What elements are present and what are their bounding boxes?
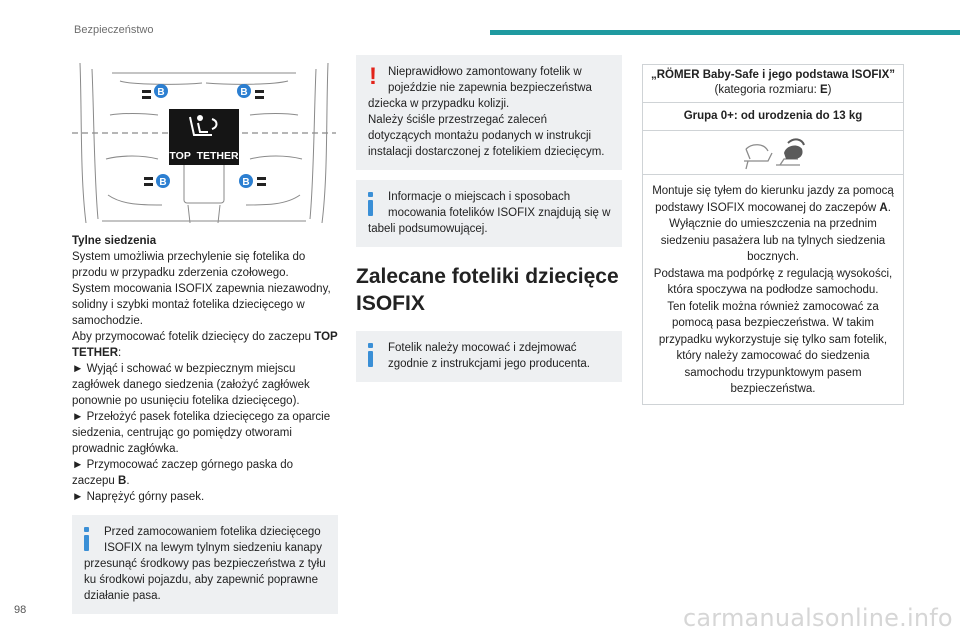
anchor-b-top-right — [237, 84, 264, 99]
svg-text:TOP TETHER — [169, 150, 239, 162]
info-text-rest: przesunąć środkowy pas bezpieczeństwa z tyłu ku środkowi pojazdu, aby zapewnić poprawne działanie pasa. — [84, 558, 326, 602]
text-run: . — [126, 475, 130, 487]
anchor-label: B — [159, 177, 167, 188]
watermark: carmanualsonline.info — [683, 604, 953, 632]
card-category — [649, 83, 897, 98]
anchor-b-top-left — [142, 84, 168, 99]
info-box-manufacturer — [356, 331, 622, 382]
anchor-b-bottom-right — [239, 174, 266, 188]
rear-seats-paragraph-3 — [72, 329, 338, 361]
card-description — [643, 175, 903, 404]
column-right — [642, 55, 904, 405]
anchor-label: B — [240, 87, 248, 98]
card-desc-3: Podstawa ma podpórkę z regulacją wysokości, która spoczywa na podłodze samochodu. — [653, 267, 893, 296]
badge-word-bottom: TETHER — [196, 150, 239, 162]
card-desc-4: Ten fotelik można również zamocować za pomocą pasa bezpieczeństwa. W takim przypadku wykorzystuje się tylko sam fotelik, który należy zamocować do siedzenia samochodu trzypunktowym pasem bezpieczeństwa. — [658, 300, 888, 395]
step-4: ► Naprężyć górny pasek. — [72, 491, 205, 503]
step-1: ► Wyjąć i schować w bezpiecznym miejscu zagłówek danego siedzenia (założyć zagłówek ponownie po usunięciu fotelika dziecięcego). — [72, 363, 310, 407]
column-left — [72, 55, 338, 614]
info-icon — [368, 343, 373, 368]
info-icon — [84, 527, 89, 552]
warning-box — [356, 55, 622, 170]
rear-seat-anchor-diagram — [72, 55, 336, 227]
text-run-bold: E — [819, 84, 828, 96]
rear-seats-paragraph-1: System umożliwia przechylenie się fotelika do przodu w przypadku zderzenia czołowego. — [72, 251, 306, 279]
anchor-label: B — [242, 177, 250, 188]
info-box-summary-table — [356, 180, 622, 247]
top-tether-badge — [169, 109, 239, 165]
step-2: ► Przełożyć pasek fotelika dziecięcego za oparcie siedzenia, centrując go pomiędzy otworami prowadnic zagłówka. — [72, 411, 331, 455]
text-run: ► Przymocować zaczep górnego paska do zaczepu — [72, 459, 294, 487]
text-run-bold: B — [118, 475, 127, 487]
info-box-center-belt — [72, 515, 338, 614]
header-accent-bar — [490, 30, 960, 35]
text-run: ) — [827, 84, 832, 96]
child-seat-card — [642, 64, 904, 405]
anchor-b-bottom-left — [144, 174, 170, 188]
card-seat-image-row — [643, 131, 903, 175]
card-group: Grupa 0+: od urodzenia do 13 kg — [643, 103, 903, 131]
section-title: Bezpieczeństwo — [74, 24, 154, 36]
column-middle — [356, 55, 622, 382]
info-text-rest: tabeli podsumowującej. — [368, 223, 488, 235]
anchor-label: B — [157, 87, 165, 98]
text-run: Montuje się tyłem do kierunku jazdy za pomocą podstawy ISOFIX mocowanej do zaczepów — [652, 185, 894, 214]
text-run: . — [887, 201, 891, 214]
card-desc-1 — [649, 183, 897, 216]
step-3 — [72, 457, 338, 489]
warning-text-2: Należy ściśle przestrzegać zaleceń dotyczących montażu podanych w instrukcji instalacji dostarczonej z fotelikiem dziecięcym. — [368, 114, 605, 158]
recommended-seats-heading: Zalecane foteliki dziecięce ISOFIX — [356, 265, 619, 315]
card-title-row — [643, 65, 903, 103]
rear-seats-paragraph-2: System mocowania ISOFIX zapewnia niezawodny, solidny i szybki montaż fotelika dziecięcego w samochodzie. — [72, 283, 331, 327]
baby-seat-icon — [738, 135, 808, 171]
info-text-first: Informacje o miejscach i sposobach mocowania fotelików ISOFIX znajdują się w — [388, 191, 611, 219]
warning-text-first: Nieprawidłowo zamontowany fotelik w pojeździe nie zapewnia bezpieczeństwa — [388, 66, 592, 94]
text-run: (kategoria rozmiaru: — [714, 84, 820, 96]
card-title: „RÖMER Baby-Safe i jego podstawa ISOFIX” — [650, 69, 896, 81]
info-text-first: Przed zamocowaniem fotelika dziecięcego ISOFIX na lewym tylnym siedzeniu kanapy — [104, 526, 322, 554]
warning-icon: ! — [369, 63, 377, 90]
badge-word-top: TOP — [169, 150, 191, 162]
warning-text-rest: dziecka w przypadku kolizji. — [368, 98, 510, 110]
text-run: Aby przymocować fotelik dziecięcy do zaczepu — [72, 331, 315, 343]
text-run: : — [118, 347, 122, 359]
info-icon — [368, 192, 373, 217]
rear-seats-heading: Tylne siedzenia — [72, 235, 157, 247]
page-number: 98 — [14, 604, 27, 616]
card-desc-2: Wyłącznie do umieszczenia na przednim siedzeniu pasażera lub na tylnych siedzenia bocznych. — [660, 218, 886, 263]
text-run-bold: A — [879, 201, 888, 214]
info-text-first: Fotelik należy mocować i zdejmować zgodnie z instrukcjami jego producenta. — [388, 342, 591, 370]
text-run-bold: TOP TETHER — [72, 331, 338, 359]
